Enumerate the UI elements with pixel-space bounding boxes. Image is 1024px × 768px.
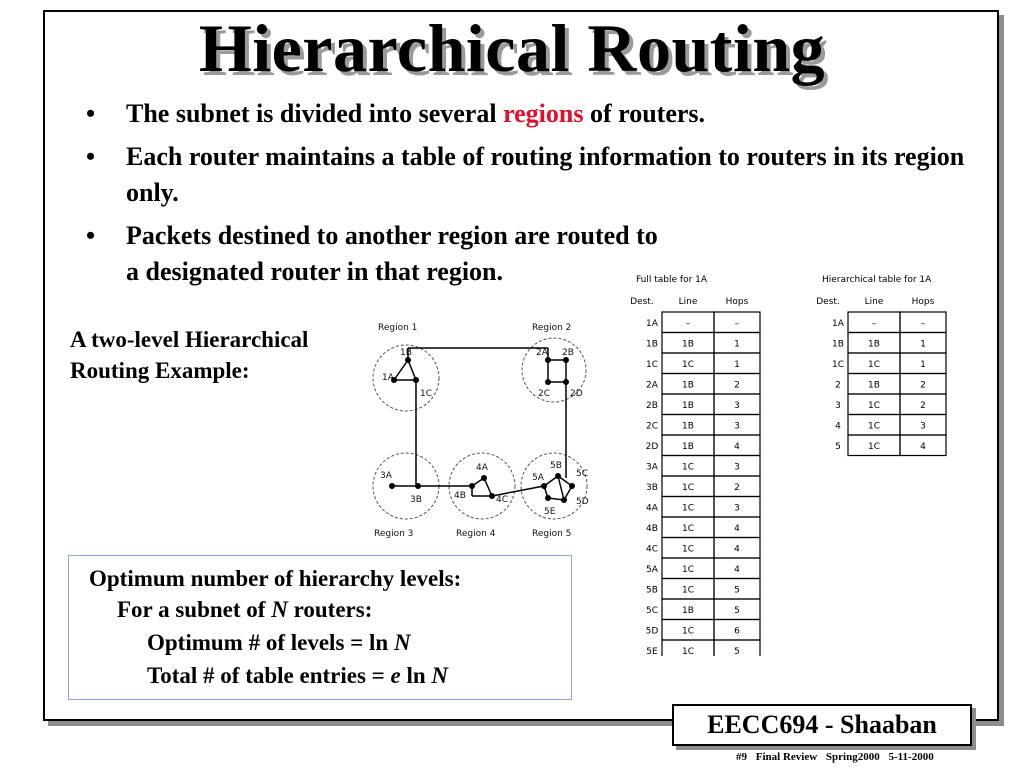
lecture-name: Final Review: [755, 751, 818, 763]
table-cell-text: 5A: [646, 565, 658, 575]
region-label: Region 5: [532, 529, 572, 539]
table-cell-text: 2: [835, 380, 841, 391]
full-routing-table: [630, 275, 760, 656]
table-cell-text: 1C: [681, 585, 695, 596]
table-header: Line: [678, 297, 698, 307]
table-cell-text: 2B: [646, 401, 658, 411]
table-cell-text: 4A: [646, 503, 658, 514]
formula-subnet-line: [117, 597, 372, 623]
table-cell-text: 1B: [682, 339, 694, 350]
slide-number: #9: [736, 751, 747, 763]
table-cell-text: 5C: [645, 606, 659, 616]
bullet-icon: •: [86, 221, 96, 250]
table-title: Hierarchical table for 1A: [822, 275, 932, 285]
router-2c: [545, 379, 551, 385]
table-cell-text: 4: [920, 442, 926, 452]
table-cell-text: 5: [734, 647, 740, 656]
table-cell-text: 5: [734, 585, 740, 596]
table-cell-text: 1C: [831, 360, 845, 370]
bullet-highlight: regions: [503, 99, 584, 128]
table-cell-text: 1B: [682, 380, 694, 391]
table-cell-text: 1C: [681, 483, 695, 493]
region-label: Region 4: [456, 529, 496, 539]
table-cell-text: 5: [835, 442, 841, 452]
formula-text: For a subnet of: [117, 597, 272, 622]
table-header: Hops: [911, 297, 935, 307]
table-cell-text: 1B: [646, 339, 658, 350]
router-label: 4A: [476, 463, 488, 473]
table-cell-text: 4B: [646, 524, 658, 534]
table-header: Hops: [725, 297, 749, 307]
table-cell-text: 2A: [646, 380, 658, 391]
table-cell-text: 1C: [867, 442, 881, 452]
router-label: 5D: [576, 497, 589, 507]
router-label: 4B: [454, 491, 466, 501]
date: 5-11-2000: [888, 751, 934, 763]
table-cell-text: 1B: [682, 606, 694, 616]
routing-tables: [612, 268, 972, 656]
table-cell-text: 1C: [681, 565, 695, 575]
bullet-item: [86, 218, 666, 290]
table-cell-text: –: [685, 319, 691, 329]
table-cell-text: 3A: [646, 462, 658, 473]
formula-heading: Optimum number of hierarchy levels:: [89, 566, 462, 591]
table-cell-text: 4: [734, 524, 740, 534]
table-cell-text: 3B: [646, 483, 658, 493]
table-cell-text: 1B: [868, 380, 880, 391]
formula-box: [68, 555, 572, 700]
formula-text: ln: [400, 663, 432, 688]
table-cell-text: 1B: [868, 339, 880, 350]
table-cell-text: 3: [734, 421, 740, 432]
term: Spring2000: [825, 751, 880, 763]
bullet-text: The subnet is divided into several: [126, 99, 504, 128]
table-cell-text: 1: [920, 339, 926, 350]
region-label: Region 1: [378, 323, 418, 333]
region-label: Region 2: [532, 323, 572, 333]
bullet-list: [86, 96, 986, 297]
router-4a: [481, 475, 487, 481]
table-cell-text: 1B: [682, 442, 694, 452]
bullet-item: [86, 139, 986, 211]
router-label: 2D: [570, 389, 583, 399]
table-cell-text: 1C: [681, 462, 695, 473]
table-cell-text: 6: [734, 626, 740, 637]
router-label: 5C: [576, 469, 589, 479]
router-label: 5B: [550, 461, 562, 471]
table-cell-text: –: [734, 319, 740, 329]
table-cell-text: 3: [734, 401, 740, 411]
table-cell-text: 1C: [867, 360, 881, 370]
router-2d: [563, 379, 569, 385]
router-4b: [469, 483, 475, 489]
table-cell-text: 2C: [645, 421, 659, 432]
table-cell-text: 1C: [681, 360, 695, 370]
caption-line: Routing Example:: [70, 358, 250, 383]
formula-var: N: [271, 597, 288, 622]
table-cell-text: 2D: [645, 442, 659, 452]
router-label: 1A: [382, 373, 394, 383]
table-cell-text: 1C: [681, 544, 695, 555]
table-cell-text: –: [871, 319, 877, 329]
bullet-item: [86, 96, 986, 132]
table-cell-text: –: [920, 319, 926, 329]
table-header: Dest.: [816, 297, 840, 307]
table-cell-text: 4: [734, 442, 740, 452]
router-label: 5E: [544, 507, 556, 517]
table-cell-text: 1C: [867, 421, 881, 432]
table-cell-text: 1C: [681, 647, 695, 656]
table-cell-text: 1B: [832, 339, 844, 350]
router-label: 1B: [400, 348, 412, 358]
table-cell-text: 1C: [681, 626, 695, 637]
table-cell-text: 1B: [682, 401, 694, 411]
table-cell-text: 5B: [646, 585, 658, 596]
table-cell-text: 1: [920, 360, 926, 370]
router-label: 2B: [562, 348, 574, 358]
formula-levels-line: [147, 630, 411, 656]
table-cell-text: 1C: [681, 524, 695, 534]
formula-text: Total # of table entries =: [147, 663, 391, 688]
table-cell-text: 1: [734, 339, 740, 350]
table-cell-text: 1C: [645, 360, 659, 370]
table-cell-text: 1B: [682, 421, 694, 432]
formula-var: e: [390, 663, 401, 688]
table-cell-text: 4C: [645, 544, 659, 555]
region-label: Region 3: [374, 529, 414, 539]
table-cell-text: 5E: [646, 647, 658, 656]
table-cell-text: 4: [835, 421, 841, 432]
bullet-text: Each router maintains a table of routing information to routers in its region only.: [126, 142, 965, 207]
diagram-caption: [70, 324, 370, 386]
formula-var: N: [393, 630, 411, 655]
table-title: Full table for 1A: [636, 275, 708, 285]
slide-title: Hierarchical Routing: [198, 10, 826, 86]
router-3a: [389, 483, 395, 489]
bullet-icon: •: [86, 99, 96, 128]
router-1c: [413, 377, 419, 383]
table-cell-text: 2: [734, 380, 740, 391]
table-header: Dest.: [630, 297, 654, 307]
table-cell-text: 1C: [681, 503, 695, 514]
router-5c: [569, 483, 575, 489]
table-cell-text: 1C: [867, 401, 881, 411]
table-cell-text: 3: [734, 462, 740, 473]
slide-footnote: [736, 751, 940, 763]
table-cell-text: 1: [734, 360, 740, 370]
table-cell-text: 2: [920, 380, 926, 391]
router-5b: [555, 473, 561, 479]
hierarchical-routing-table: [816, 275, 946, 456]
bullet-icon: •: [86, 142, 96, 171]
router-label: 3A: [380, 471, 392, 481]
router-label: 4C: [496, 495, 509, 505]
table-cell-text: 4: [734, 565, 740, 575]
formula-text: routers:: [287, 597, 373, 622]
router-label: 2C: [538, 389, 551, 399]
caption-line: A two-level Hierarchical: [70, 327, 309, 352]
table-cell-text: 2: [920, 401, 926, 411]
router-5e: [545, 495, 551, 501]
router-4c: [489, 493, 495, 499]
bullet-text-end: of routers.: [583, 99, 706, 128]
table-cell-text: 5: [734, 606, 740, 616]
router-label: 3B: [410, 495, 422, 505]
course-badge: EECC694 - Shaaban: [672, 704, 972, 746]
formula-entries-line: [147, 663, 448, 689]
table-cell-text: 3: [734, 503, 740, 514]
table-cell-text: 4: [734, 544, 740, 555]
table-cell-text: 1A: [832, 319, 844, 329]
table-header: Line: [864, 297, 884, 307]
formula-var: N: [431, 663, 449, 688]
router-5a: [541, 483, 547, 489]
router-label: 1C: [420, 389, 433, 399]
table-cell-text: 3: [920, 421, 926, 432]
table-cell-text: 2: [734, 483, 740, 493]
bullet-text: Packets destined to another region are routed to a designated router in that region.: [126, 221, 658, 286]
router-3b: [415, 483, 421, 489]
router-label: 5A: [532, 473, 544, 483]
router-5d: [561, 497, 567, 503]
network-diagram: [368, 318, 600, 546]
table-cell-text: 5D: [645, 626, 659, 637]
formula-text: Optimum # of levels = ln: [147, 630, 394, 655]
router-label: 2A: [536, 348, 548, 358]
table-cell-text: 1A: [646, 319, 658, 329]
table-cell-text: 3: [835, 401, 841, 411]
